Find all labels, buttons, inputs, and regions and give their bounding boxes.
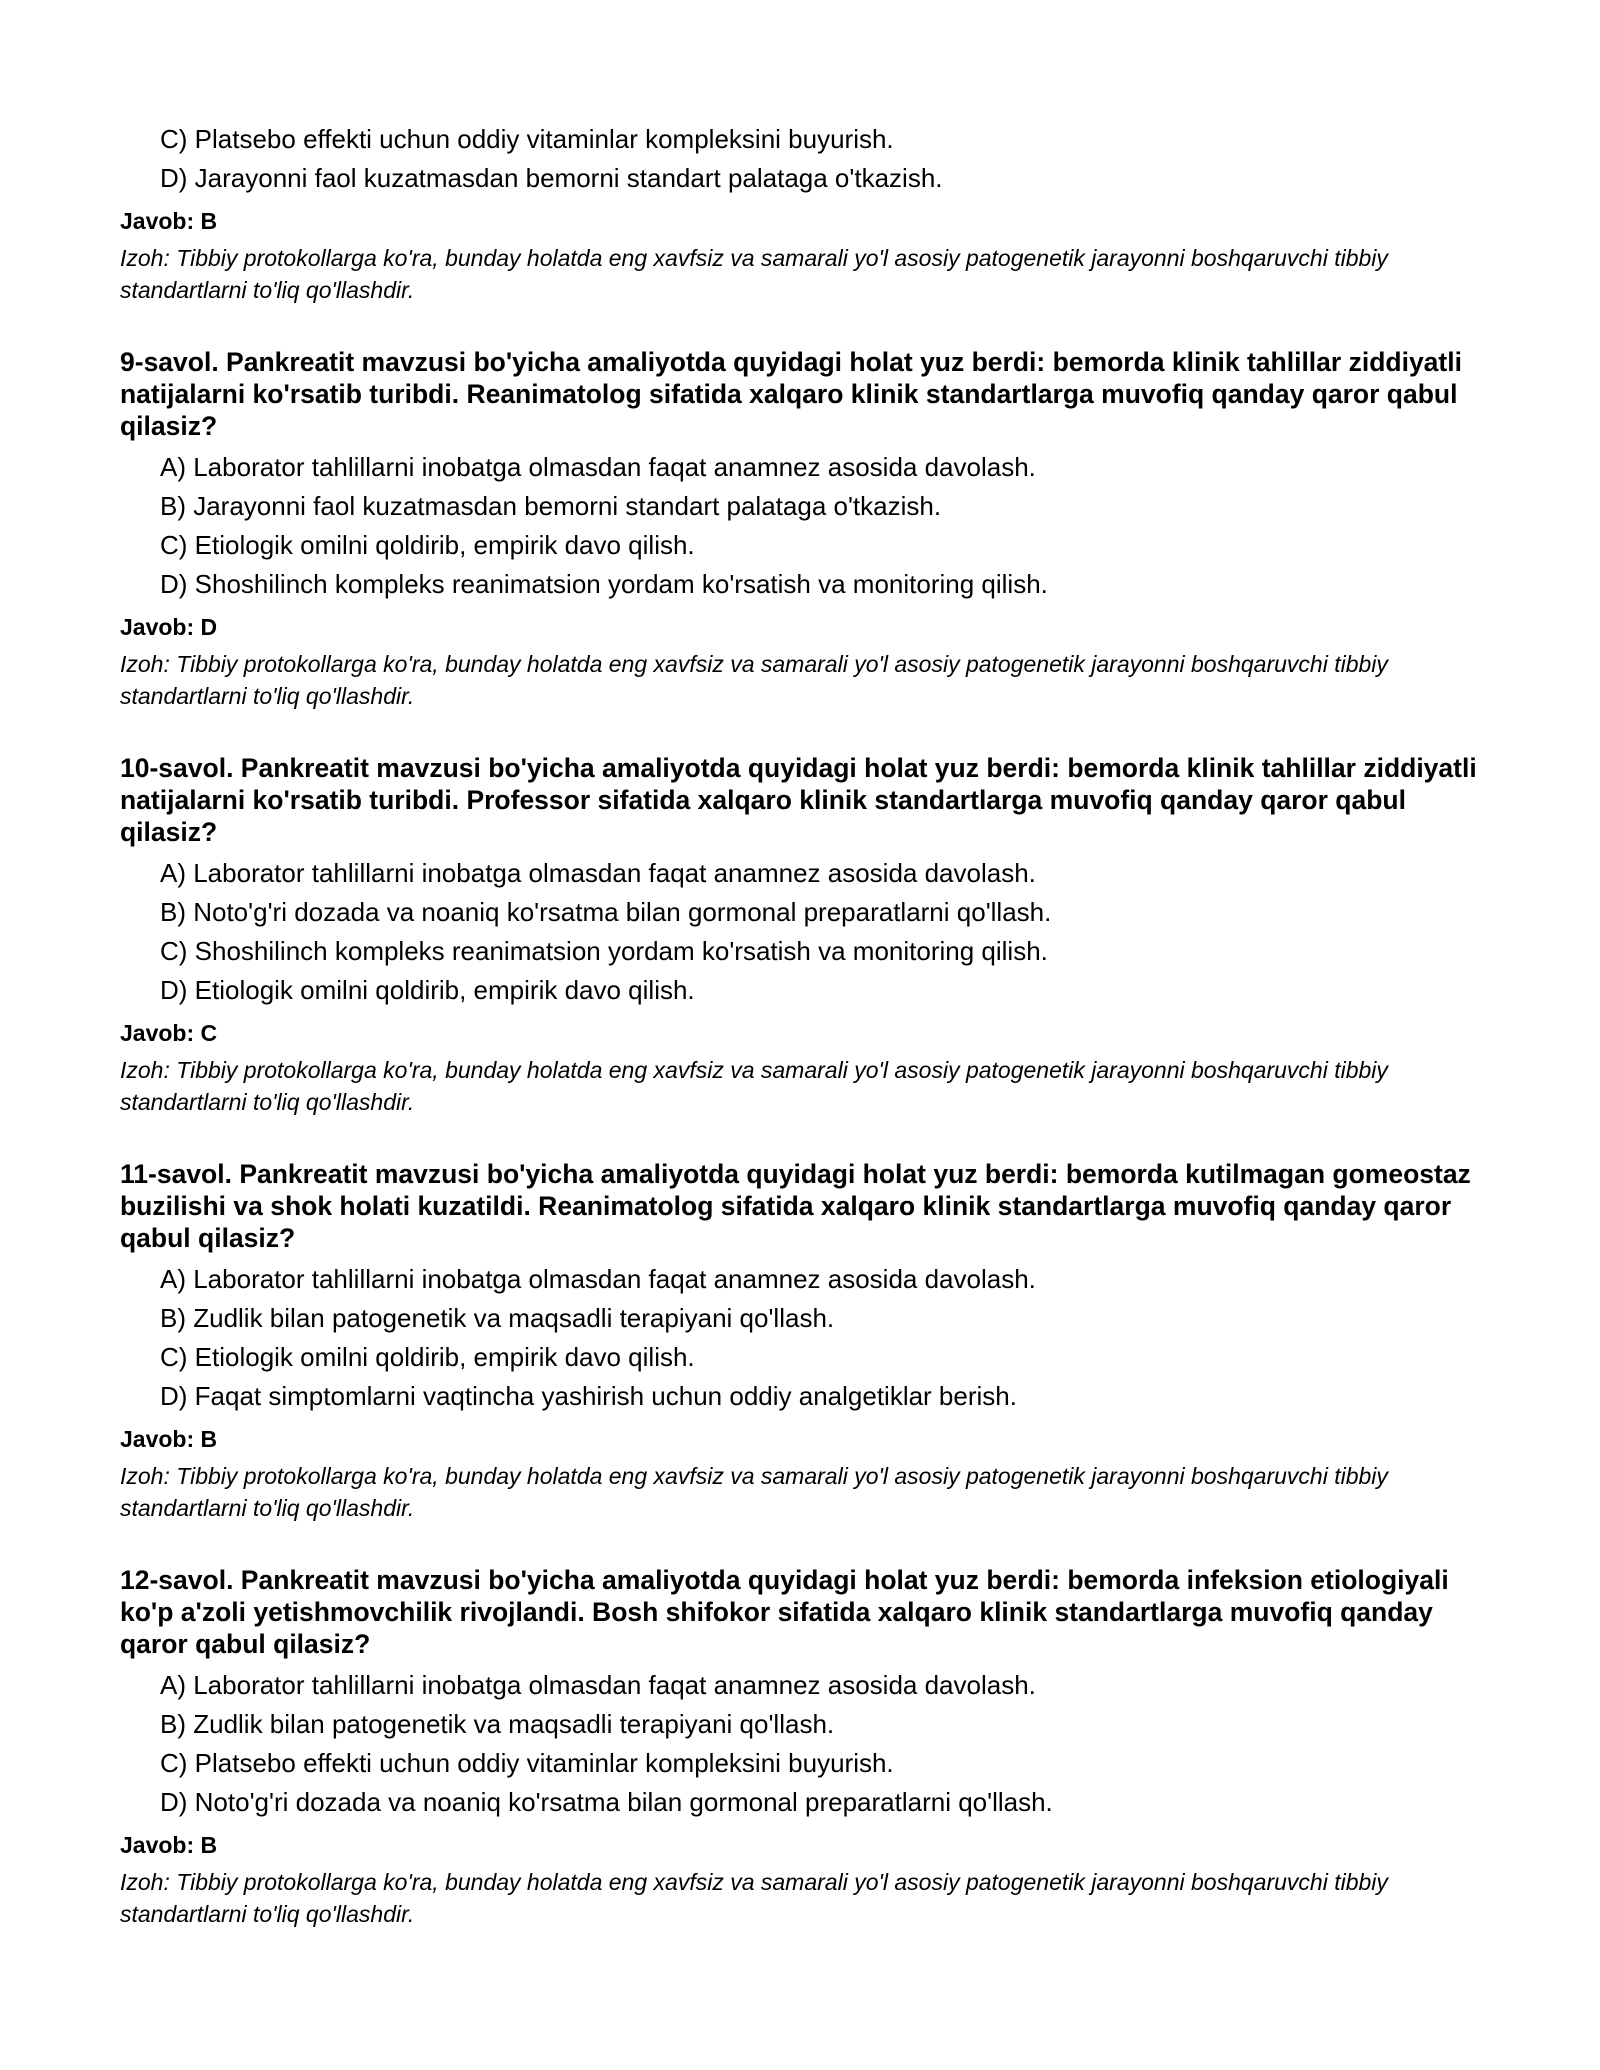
question-10 (120, 752, 1500, 1118)
option-c: C) Platsebo effekti uchun oddiy vitaminlar kompleksini buyurish. (160, 1748, 894, 1778)
answer-label: Javob: B (120, 208, 218, 234)
option-a: A) Laborator tahlillarni inobatga olmasdan faqat anamnez asosida davolash. (160, 858, 1036, 888)
explanation-note: Izoh: Tibbiy protokollarga ko'ra, bunday holatda eng xavfsiz va samarali yo'l asosiy patogenetik jarayonni boshqaruvchi tibbiy standartlarni to'liq qo'llashdir. (120, 1057, 1388, 1115)
explanation-note: Izoh: Tibbiy protokollarga ko'ra, bunday holatda eng xavfsiz va samarali yo'l asosiy patogenetik jarayonni boshqaruvchi tibbiy standartlarni to'liq qo'llashdir. (120, 1869, 1388, 1927)
option-c: C) Platsebo effekti uchun oddiy vitaminlar kompleksini buyurish. (160, 124, 894, 154)
option-d: D) Etiologik omilni qoldirib, empirik davo qilish. (160, 975, 695, 1005)
explanation-note: Izoh: Tibbiy protokollarga ko'ra, bunday holatda eng xavfsiz va samarali yo'l asosiy patogenetik jarayonni boshqaruvchi tibbiy standartlarni to'liq qo'llashdir. (120, 245, 1388, 303)
question-text: 10-savol. Pankreatit mavzusi bo'yicha amaliyotda quyidagi holat yuz berdi: bemorda klinik tahlillar ziddiyatli natijalarni ko'rsatib turibdi. Professor sifatida xalqaro klinik standartlarga muvofiq qanday qaror qabul qilasiz? (120, 753, 1477, 847)
explanation-note: Izoh: Tibbiy protokollarga ko'ra, bunday holatda eng xavfsiz va samarali yo'l asosiy patogenetik jarayonni boshqaruvchi tibbiy standartlarni to'liq qo'llashdir. (120, 651, 1388, 709)
question-12 (120, 1564, 1500, 1930)
document-page (120, 120, 1500, 1930)
option-d: D) Shoshilinch kompleks reanimatsion yordam ko'rsatish va monitoring qilish. (160, 569, 1048, 599)
question-text: 11-savol. Pankreatit mavzusi bo'yicha amaliyotda quyidagi holat yuz berdi: bemorda kutilmagan gomeostaz buzilishi va shok holati kuzatildi. Reanimatolog sifatida xalqaro klinik standartlarga muvofiq qanday qaror qabul qilasiz? (120, 1159, 1471, 1253)
option-c: C) Etiologik omilni qoldirib, empirik davo qilish. (160, 530, 695, 560)
option-a: A) Laborator tahlillarni inobatga olmasdan faqat anamnez asosida davolash. (160, 1264, 1036, 1294)
option-c: C) Etiologik omilni qoldirib, empirik davo qilish. (160, 1342, 695, 1372)
question-text: 9-savol. Pankreatit mavzusi bo'yicha amaliyotda quyidagi holat yuz berdi: bemorda klinik tahlillar ziddiyatli natijalarni ko'rsatib turibdi. Reanimatolog sifatida xalqaro klinik standartlarga muvofiq qanday qaror qabul qilasiz? (120, 347, 1462, 441)
option-b: B) Zudlik bilan patogenetik va maqsadli terapiyani qo'llash. (160, 1709, 835, 1739)
question-text: 12-savol. Pankreatit mavzusi bo'yicha amaliyotda quyidagi holat yuz berdi: bemorda infeksion etiologiyali ko'p a'zoli yetishmovchilik rivojlandi. Bosh shifokor sifatida xalqaro klinik standartlarga muvofiq qanday qaror qabul qilasiz? (120, 1565, 1449, 1659)
answer-label: Javob: D (120, 614, 218, 640)
answer-label: Javob: C (120, 1020, 218, 1046)
option-c: C) Shoshilinch kompleks reanimatsion yordam ko'rsatish va monitoring qilish. (160, 936, 1048, 966)
question-11 (120, 1158, 1500, 1524)
option-d: D) Jarayonni faol kuzatmasdan bemorni standart palataga o'tkazish. (160, 163, 943, 193)
option-b: B) Jarayonni faol kuzatmasdan bemorni standart palataga o'tkazish. (160, 491, 942, 521)
answer-label: Javob: B (120, 1426, 218, 1452)
option-b: B) Zudlik bilan patogenetik va maqsadli terapiyani qo'llash. (160, 1303, 835, 1333)
option-a: A) Laborator tahlillarni inobatga olmasdan faqat anamnez asosida davolash. (160, 1670, 1036, 1700)
answer-label: Javob: B (120, 1832, 218, 1858)
question-8-continuation (120, 120, 1500, 306)
option-b: B) Noto'g'ri dozada va noaniq ko'rsatma bilan gormonal preparatlarni qo'llash. (160, 897, 1052, 927)
option-d: D) Noto'g'ri dozada va noaniq ko'rsatma bilan gormonal preparatlarni qo'llash. (160, 1787, 1053, 1817)
question-9 (120, 346, 1500, 712)
explanation-note: Izoh: Tibbiy protokollarga ko'ra, bunday holatda eng xavfsiz va samarali yo'l asosiy patogenetik jarayonni boshqaruvchi tibbiy standartlarni to'liq qo'llashdir. (120, 1463, 1388, 1521)
option-d: D) Faqat simptomlarni vaqtincha yashirish uchun oddiy analgetiklar berish. (160, 1381, 1017, 1411)
option-a: A) Laborator tahlillarni inobatga olmasdan faqat anamnez asosida davolash. (160, 452, 1036, 482)
